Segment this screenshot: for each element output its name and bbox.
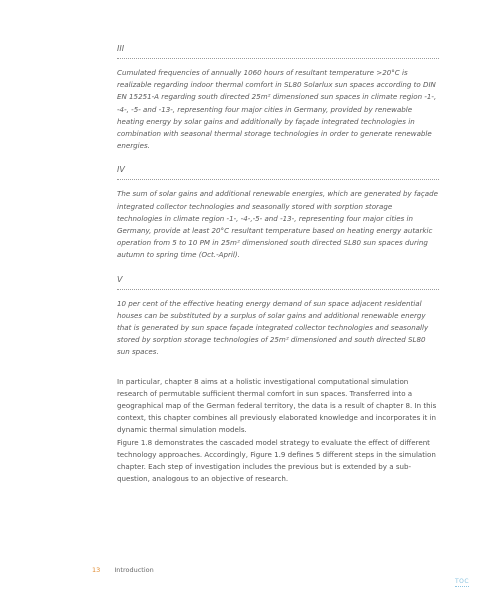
hypothesis-text: The sum of solar gains and additional renewable energies, which are generated by façade integrated collector technologies and seasonally stored with sorption storage technologies in climate region -1-, -4-,-5- and -13-, representing four major cities in Germany, provide at least 20°C resultant temperature based on heating energy autarkic operation from 5 to 10 PM in 25m² dimensioned south directed SL80 sun spaces during autumn to spring time (Oct.-April). [117, 189, 438, 260]
hypothesis-text: 10 per cent of the effective heating energy demand of sun space adjacent residential houses can be substituted by a surplus of solar gains and additional renewable energy that is generated by sun space façade integrated collector technologies and seasonally stored by sorption storage technologies of 25m² dimensioned and south directed SL80 sun spaces. [117, 298, 429, 357]
hypothesis-numeral: III [117, 44, 125, 53]
toc-label: TOC [455, 578, 470, 585]
page-footer [92, 566, 154, 574]
body-paragraph: In particular, chapter 8 aims at a holistic investigational computational simulation research of permutable sufficient thermal comfort in sun spaces. Transferred into a geographical map of the German federal territory, the data is a result of chapter 8. In this context, this chapter combines all previously elaborated knowledge and incorporates it in dynamic thermal simulation models. [117, 376, 437, 435]
hypothesis-text: Cumulated frequencies of annually 1060 hours of resultant temperature >20°C is realizable regarding indoor thermal comfort in SL80 Solarlux sun spaces according to DIN EN 15251-A regarding south directed 25m² dimensioned sun spaces in climate region -1-, -4-, -5- and -13-, representing four major cities in Germany, provided by renewable heating energy by solar gains and additionally by façade integrated technologies in combination with seasonal thermal storage technologies in order to generate renewable energies. [117, 68, 437, 151]
hypothesis-numeral: V [117, 274, 123, 284]
dotted-divider [117, 58, 439, 59]
body-paragraph: Figure 1.8 demonstrates the cascaded model strategy to evaluate the effect of different technology approaches. Accordingly, Figure 1.9 defines 5 different steps in the simulation chapter. Each step of investigation includes the previous but is extended by a sub-question, analogous to an objective of research. [117, 437, 436, 484]
hypothesis-block-5 [117, 275, 439, 359]
dotted-divider [117, 179, 439, 180]
page-number: 13 [92, 566, 101, 574]
hypothesis-numeral: IV [117, 165, 125, 175]
hypothesis-block-4 [117, 165, 439, 261]
toc-link[interactable] [455, 578, 469, 587]
dotted-divider [117, 289, 439, 290]
toc-underline [455, 586, 469, 587]
footer-section-title: Introduction [114, 566, 154, 574]
hypothesis-block-3 [117, 44, 439, 152]
page-content [117, 44, 439, 485]
